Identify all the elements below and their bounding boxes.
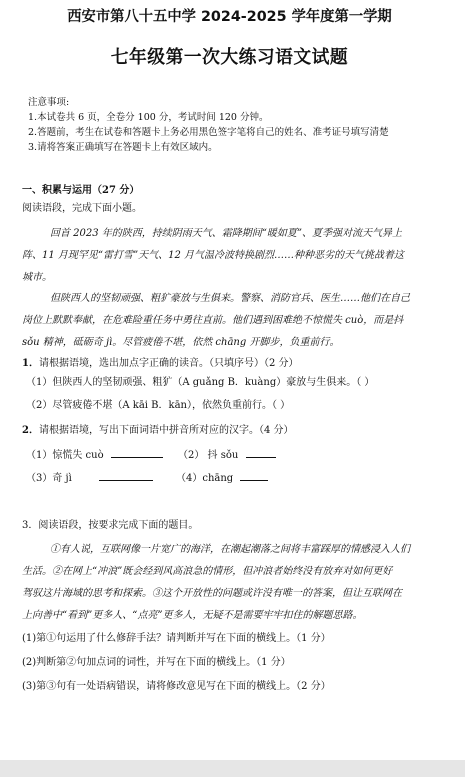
answer-blank[interactable] bbox=[111, 457, 163, 458]
question-1-text: 请根据语境，选出加点字正确的读音。（只填序号）（2 分） bbox=[38, 358, 299, 369]
question-1-stem bbox=[22, 359, 299, 369]
passage-line-2: 阵、11 月现罕见“雷打雪”天气、12 月气温冷波特换剧烈……种种恶劣的天气挑战着这 bbox=[22, 250, 405, 261]
note-item-2: 2.答题前，考生在试卷和答题卡上务必用黑色签字笔将自己的姓名、准考证号填写清楚 bbox=[28, 127, 389, 138]
notes-heading: 注意事项: bbox=[28, 97, 70, 108]
note-item-1: 1.本试卷共 6 页，全卷分 100 分，考试时间 120 分钟。 bbox=[28, 112, 269, 123]
question-2-item-1: （1）惊慌失 cuò bbox=[26, 451, 163, 461]
q3-passage-line-2: 生活。②在网上“冲浪”既会经到风高浪急的情形，但冲浪者始终没有放弃对如何更好 bbox=[22, 566, 393, 577]
question-2-number: 2． bbox=[22, 425, 39, 436]
section-1-instruction: 阅读语段，完成下面小题。 bbox=[22, 203, 142, 214]
question-3-sub-3: (3)第③句有一处语病错误，请将修改意见写在下面的横线上。（2 分） bbox=[22, 681, 331, 692]
passage-line-3: 城市。 bbox=[22, 272, 52, 283]
question-3-sub-2: (2)判断第②句加点词的词性，并写在下面的横线上。（1 分） bbox=[22, 657, 291, 668]
question-3-stem: 3．阅读语段，按要求完成下面的题目。 bbox=[22, 520, 199, 531]
question-2-text: 请根据语境，写出下面词语中拼音所对应的汉字。（4 分） bbox=[38, 425, 294, 436]
viewer-bottom-bar bbox=[0, 760, 465, 777]
passage-line-6: sǒu 精神，砥砺奇 jì。尽管疲倦不堪，依然 chāng 开脚步，负重前行。 bbox=[22, 337, 340, 348]
q3-passage-line-4: 上向善中“看到”更多人、“点亮”更多人，无疑不是需要牢牢扣住的解题思路。 bbox=[22, 610, 363, 621]
passage-line-1: 回首 2023 年的陕西，持续阴雨天气、霜降期间“暖如夏”、夏季强对流天气异上 bbox=[50, 228, 403, 239]
question-1-number: 1． bbox=[22, 358, 39, 369]
q3-passage-line-1: ①有人说，互联网像一片宽广的海洋，在潮起潮落之间将丰富踩厚的情感浸入人们 bbox=[50, 544, 410, 555]
question-2-item-2: （2） 抖 sǒu bbox=[178, 451, 276, 461]
answer-blank[interactable] bbox=[240, 480, 268, 481]
question-2-item-4: （4）chāng bbox=[176, 474, 268, 484]
question-2-item-3: （3）奇 jì bbox=[26, 474, 153, 484]
exam-title: 七年级第一次大练习语文试题 bbox=[110, 47, 349, 68]
school-term-header: 西安市第八十五中学 2024-2025 学年度第一学期 bbox=[67, 9, 392, 25]
passage-line-4: 但陕西人的坚韧顽强、粗犷豪放与生俱来。警察、消防官兵、医生……他们在自己 bbox=[50, 293, 410, 304]
question-1-option-1: （1）但陕西人的坚韧顽强、粗犷（A guǎng B．kuàng）豪放与生俱来。（ ） bbox=[26, 377, 375, 388]
answer-blank[interactable] bbox=[246, 457, 276, 458]
note-item-3: 3.请将答案正确填写在答题卡上有效区域内。 bbox=[28, 142, 218, 153]
passage-line-5: 岗位上默默奉献，在危难险重任务中勇往直前。他们遇到困难绝不惊慌失 cuò，而是抖 bbox=[22, 315, 404, 326]
question-2-stem bbox=[22, 426, 294, 436]
section-1-heading: 一、积累与运用（27 分） bbox=[22, 185, 140, 196]
question-1-option-2: （2）尽管疲倦不堪（A kāi B．kān），依然负重前行。（ ） bbox=[26, 400, 291, 411]
q3-passage-line-3: 驾驭这片海域的思考和探索。③这个开放性的问题或许没有唯一的答案，但让互联网在 bbox=[22, 588, 402, 599]
answer-blank[interactable] bbox=[99, 480, 153, 481]
question-3-sub-1: (1)第①句运用了什么修辞手法？请判断并写在下面的横线上。（1 分） bbox=[22, 633, 331, 644]
